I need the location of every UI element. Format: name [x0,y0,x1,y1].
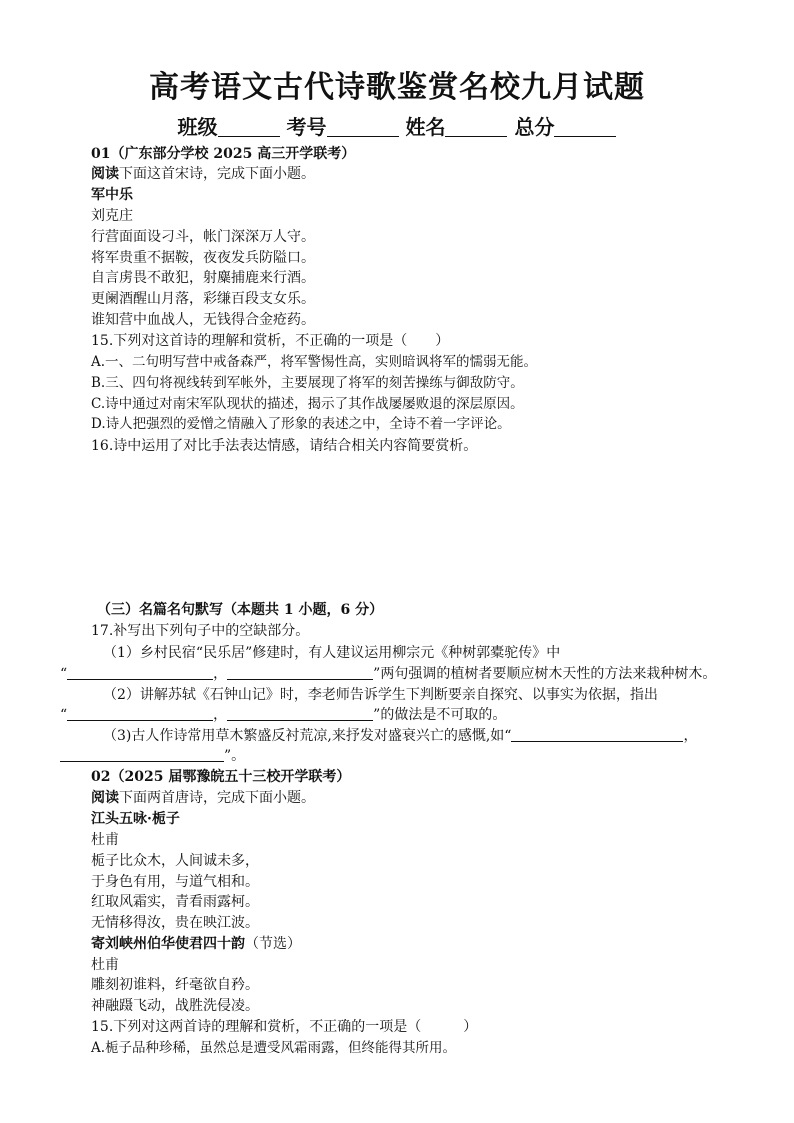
separator: ， [683,728,698,744]
item3-text [103,726,697,746]
name-blank[interactable] [445,116,507,137]
q01-poem-title: 军中乐 [91,187,133,203]
answer-blank[interactable] [511,727,683,742]
q01-poem-line: 将军贵重不据鞍，夜夜发兵防隘口。 [91,250,315,266]
name-label: 姓名 [405,115,446,139]
exam-no-blank[interactable] [327,116,399,137]
q02-instruction-bold: 阅读 [91,790,119,806]
section3-q17: 17.补写出下列句子中的空缺部分。 [91,623,310,639]
q01-poem-line: 谁知营中血战人，无钱得合金疮药。 [91,312,315,328]
close-quote: ”。 [224,748,246,764]
answer-blank[interactable] [67,665,213,680]
item1-text: （1）乡村民宿“民乐居”修建时，有人建议运用柳宗元《种树郭橐驼传》中 [103,645,561,661]
q01-instruction-bold: 阅读 [91,166,119,182]
q02-poem2-title-row [91,934,301,954]
answer-blank[interactable] [60,747,224,762]
q02-instruction [91,788,315,808]
student-info-row [0,111,794,140]
answer-blank[interactable] [67,706,213,721]
item2-fill-line [60,705,506,725]
q02-instruction-rest: 下面两首唐诗，完成下面小题。 [119,790,315,806]
q02-poem1-title: 江头五咏·栀子 [91,811,180,827]
q01-author: 刘克庄 [91,208,133,224]
q01-poem-line: 更阑酒醒山月落，彩缣百段支女乐。 [91,291,315,307]
page-title: 高考语文古代诗歌鉴赏名校九月试题 [149,70,645,105]
answer-blank[interactable] [227,665,373,680]
q01-question-16: 16.诗中运用了对比手法表达情感，请结合相关内容简要赏析。 [91,438,478,454]
item1-fill-line [60,664,716,684]
q01-poem-line: 行营面面设刁斗，帐门深深万人守。 [91,229,315,245]
item1-rest: ”两句强调的植树者要顺应树木天性的方法来栽种树木。 [373,666,717,682]
q02-poem2-note: （节选） [245,936,301,952]
q01-source: 01（广东部分学校 2025 高三开学联考） [91,146,356,162]
q01-instruction-rest: 下面这首宋诗，完成下面小题。 [119,166,315,182]
exam-no-label: 考号 [286,115,327,139]
section3-heading: （三）名篇名句默写（本题共 1 小题，6 分） [97,602,384,618]
class-label: 班级 [177,115,218,139]
q01-option-d: D.诗人把强烈的爱憎之情融入了形象的表述之中，全诗不着一字评论。 [91,416,511,432]
q01-question-15: 15.下列对这首诗的理解和赏析，不正确的一项是（ ） [91,333,450,349]
item3-fill-line [60,746,245,766]
q02-poem1-line: 红取风霜实，青看雨露柯。 [91,894,259,910]
score-blank[interactable] [554,116,616,137]
q02-poem1-line: 栀子比众木，人间诚未多， [91,853,259,869]
q02-poem1-line: 无情移得汝，贵在映江波。 [91,915,259,931]
item2-text: （2）讲解苏轼《石钟山记》时，李老师告诉学生下判断要亲自探究、以事实为依据，指出 [103,687,658,703]
separator: ， [213,666,228,682]
score-label: 总分 [514,115,555,139]
q02-poem2-title: 寄刘峡州伯华使君四十韵 [91,936,245,952]
open-quote: “ [60,707,68,723]
q02-option-a: A.栀子品种珍稀，虽然总是遭受风霜雨露，但终能得其所用。 [91,1040,457,1056]
q02-poem1-author: 杜甫 [91,832,119,848]
q01-poem-line: 自言虏畏不敢犯，射麋捕鹿来行酒。 [91,270,315,286]
item2-rest: ”的做法是不可取的。 [373,707,507,723]
q02-poem2-author: 杜甫 [91,957,119,973]
q01-option-a: A.一、二句明写营中戒备森严，将军警惕性高，实则暗讽将军的懦弱无能。 [91,354,538,370]
q02-poem2-line: 神融蹑飞动，战胜洗侵凌。 [91,998,259,1014]
q02-question-15: 15.下列对这两首诗的理解和赏析，不正确的一项是（ ） [91,1019,478,1035]
answer-blank[interactable] [227,706,373,721]
open-quote: “ [60,666,68,682]
q02-poem2-line: 雕刻初谁料，纤毫欲自矜。 [91,977,259,993]
q01-option-b: B.三、四句将视线转到军帐外，主要展现了将军的刻苦操练与御敌防守。 [91,375,524,391]
q02-poem1-line: 于身色有用，与道气相和。 [91,874,259,890]
separator: ， [213,707,228,723]
q01-instruction [91,164,315,184]
q02-source: 02（2025 届鄂豫皖五十三校开学联考） [91,769,351,785]
q01-option-c: C.诗中通过对南宋军队现状的描述，揭示了其作战屡屡败退的深层原因。 [91,396,524,412]
item3-lead: （3)古人作诗常用草木繁盛反衬荒凉,来抒发对盛衰兴亡的感慨,如“ [103,728,512,744]
class-blank[interactable] [218,116,280,137]
